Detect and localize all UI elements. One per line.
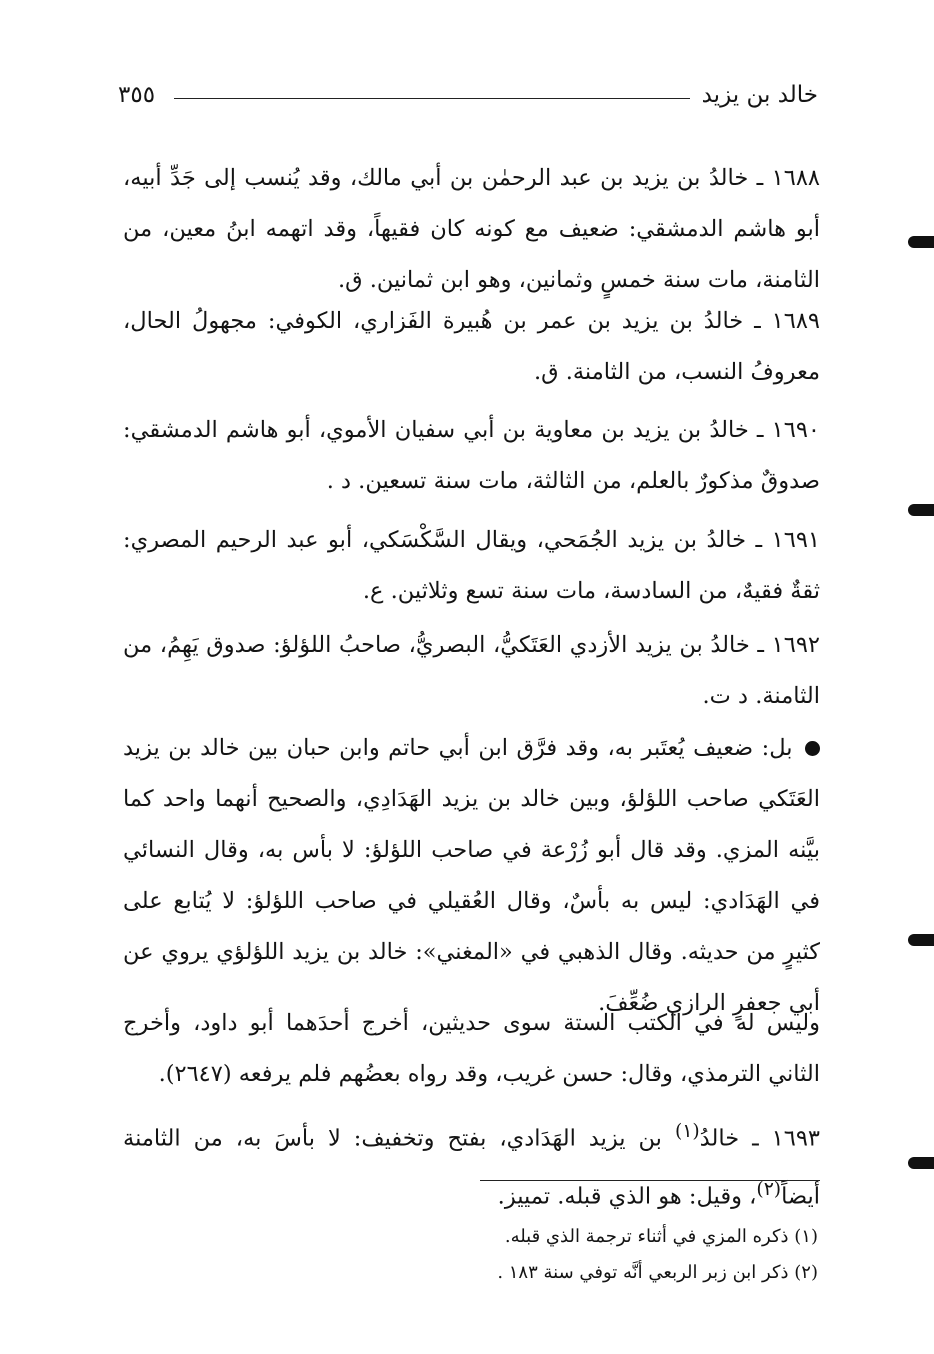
header-rule <box>174 98 690 99</box>
scan-edge-mark <box>908 1157 934 1169</box>
scan-edge-mark <box>908 504 934 516</box>
footnote-rule <box>480 1180 820 1181</box>
biography-entry-1691: ١٦٩١ ـ خالدُ بن يزيد الجُمَحي، ويقال السَّكْسَكي، أبو عبد الرحيم المصري: ثقةٌ فقيهٌ، من السادسة، مات سنة تسع وثلاثين. ع. <box>123 526 820 604</box>
running-header <box>118 78 818 112</box>
footnote-ref-2: (٢) <box>756 1179 782 1200</box>
biography-entry-1688: ١٦٨٨ ـ خالدُ بن يزيد بن عبد الرحمٰن بن أبي مالك، وقد يُنسب إلى جَدِّ أبيه، أبو هاشم الدمشقي: ضعيف مع كونه كان فقيهاً، وقد اتهمه ابنُ معين، من الثامنة، مات سنة خمسٍ وثمانين، وهو ابن ثمانين. ق. <box>123 164 820 293</box>
biography-entry-1689: ١٦٨٩ ـ خالدُ بن يزيد بن عمر بن هُبيرة الفَزاري، الكوفي: مجهولُ الحال، معروفُ النسب، من الثامنة. ق. <box>123 307 820 385</box>
scan-edge-mark <box>908 934 934 946</box>
editor-comment <box>123 723 820 1029</box>
editor-note: وليس له في الكتب الستة سوى حديثين، أخرج أحدَهما أبو داود، وأخرج الثاني الترمذي، وقال: حسن غريب، وقد رواه بعضُهم فلم يرفعه (٢٦٤٧). <box>123 1009 820 1087</box>
biography-entry-1692: ١٦٩٢ ـ خالدُ بن يزيد الأزدي العَتَكيُّ، البصريُّ، صاحبُ اللؤلؤ: صدوق يَهِمُ، من الثامنة. د ت. <box>123 631 820 709</box>
entry-1693-part-1: ١٦٩٣ ـ خالدُ <box>699 1125 821 1151</box>
page-number: ٣٥٥ <box>118 82 156 108</box>
entry-1693-part-2: بن يزيد الهَدَادي، بفتح وتخفيف: لا بأسَ به، من الثامنة أيضاً <box>123 1125 820 1210</box>
scan-edge-mark <box>908 236 934 248</box>
footnote-ref-1: (١) <box>674 1120 700 1142</box>
biography-entry-1693 <box>123 1106 820 1223</box>
entry-1693-part-3: ، وقيل: هو الذي قبله. تمييز. <box>497 1183 757 1210</box>
running-title: خالد بن يزيد <box>701 82 818 108</box>
footnote-2: (٢) ذكر ابن زبر الربعي أنَّه توفي سنة ١٨٣ . <box>497 1262 818 1283</box>
editor-comment-text: بل: ضعيف يُعتَبر به، وقد فرَّق ابن أبي حاتم وابن حبان بين خالد بن يزيد العَتَكي صاحب اللؤلؤ، وبين خالد بن يزيد الهَدَادِي، والصحيح أنهما واحد كما بيَّنه المزي. وقد قال أبو زُرْعة في صاحب اللؤلؤ: لا بأس به، وقال النسائي في الهَدَادي: ليس به بأسٌ، وقال العُقيلي في صاحب اللؤلؤ: لا يُتابع على كثيرٍ من حديثه. وقال الذهبي في «المغني»: خالد بن يزيد اللؤلؤي يروي عن أبي جعفرٍ الرازي ضُعِّفَ. <box>123 734 820 1016</box>
biography-entry-1690: ١٦٩٠ ـ خالدُ بن يزيد بن معاوية بن أبي سفيان الأموي، أبو هاشم الدمشقي: صدوقٌ مذكورٌ بالعلم، من الثالثة، مات سنة تسعين. د . <box>123 416 820 494</box>
footnote-1: (١) ذكره المزي في أثناء ترجمة الذي قبله. <box>504 1226 818 1247</box>
bullet-icon <box>805 741 820 756</box>
